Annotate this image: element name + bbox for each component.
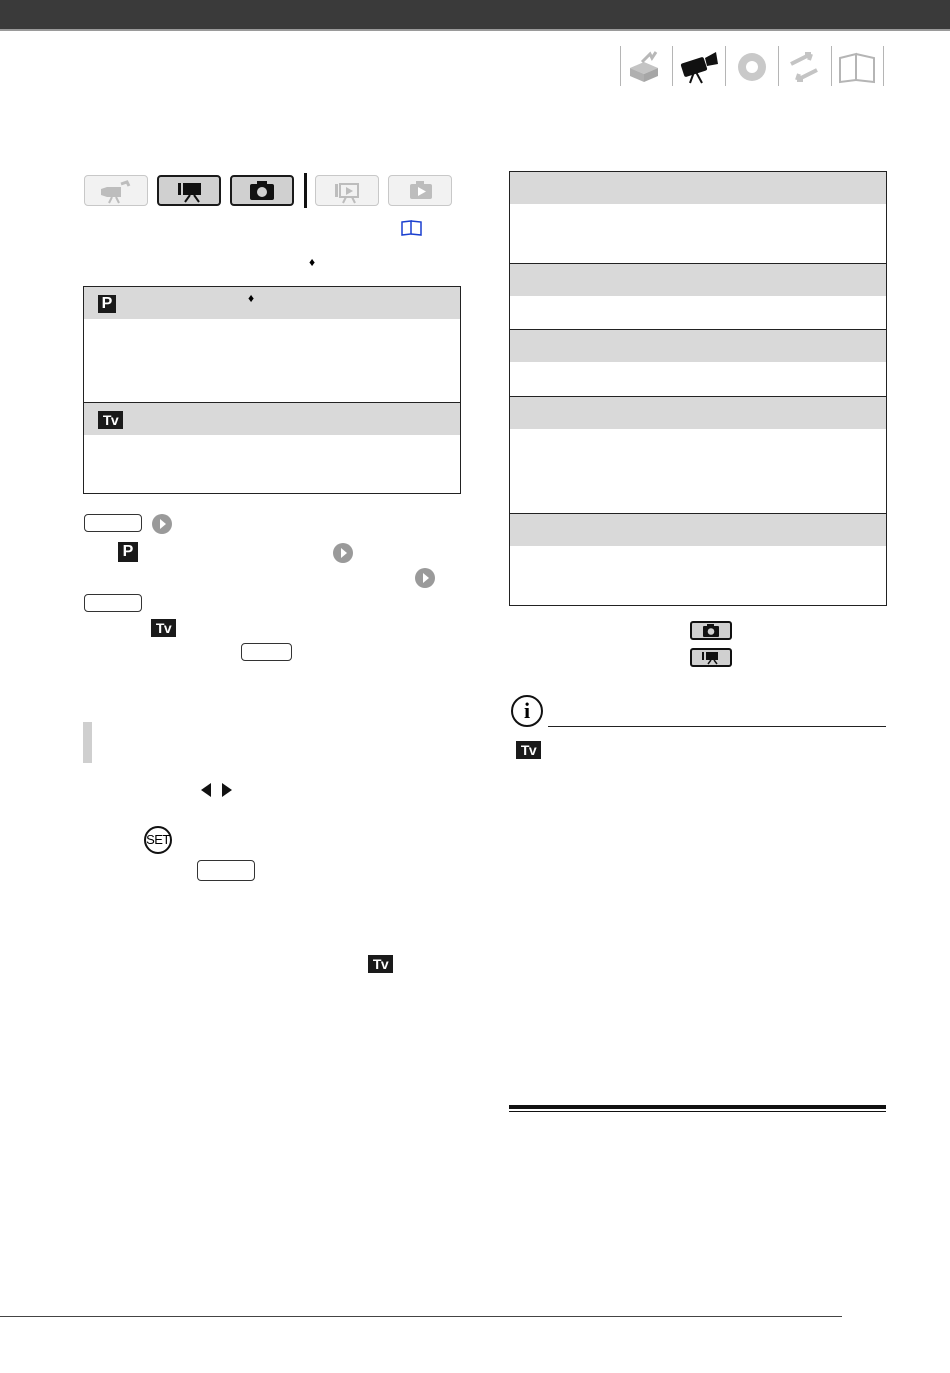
- book-reference-icon[interactable]: [400, 220, 424, 241]
- chapter-divider: [620, 46, 621, 86]
- diamond-marker: ♦: [309, 255, 316, 269]
- chapter-divider: [831, 46, 832, 86]
- table-band: [510, 172, 886, 204]
- table-band: [510, 397, 886, 429]
- next-step-arrow-icon: [415, 568, 435, 588]
- note-rule: [548, 726, 886, 727]
- p-band: [84, 287, 460, 319]
- tv-band: [84, 403, 460, 435]
- table-band: [510, 264, 886, 296]
- joystick-right-icon: [222, 783, 232, 797]
- table-band: [510, 514, 886, 546]
- func-button[interactable]: [84, 514, 142, 532]
- program-ae-box: [83, 286, 461, 494]
- top-bar: [0, 0, 950, 29]
- tv-mode-badge: Tv: [151, 619, 176, 637]
- section-marker-bar: [83, 722, 92, 763]
- section-rule-thick: [509, 1105, 886, 1109]
- section-rule-thin: [509, 1111, 886, 1112]
- info-note-icon: i: [511, 695, 543, 727]
- diamond-marker: ♦: [248, 291, 255, 305]
- p-mode-badge: P: [118, 542, 138, 562]
- chapter-divider: [672, 46, 673, 86]
- footer-rule: [0, 1316, 842, 1317]
- table-band: [510, 330, 886, 362]
- movie-record-mode-icon: [690, 648, 732, 667]
- photo-camera-icon[interactable]: [729, 50, 775, 84]
- shutter-speed-table: [509, 171, 887, 606]
- set-button[interactable]: SET: [144, 826, 172, 854]
- external-connections-icon[interactable]: [781, 50, 827, 84]
- additional-info-book-icon[interactable]: [834, 50, 880, 84]
- top-bar-underline: [0, 29, 950, 31]
- joystick-left-icon: [201, 783, 211, 797]
- photo-record-mode-icon[interactable]: [230, 175, 294, 206]
- tv-mode-badge: Tv: [368, 955, 393, 973]
- mode-divider: [304, 173, 307, 208]
- movie-playback-mode-icon[interactable]: [315, 175, 379, 206]
- dual-shot-mode-icon[interactable]: [84, 175, 148, 206]
- next-step-arrow-icon: [333, 543, 353, 563]
- func-button[interactable]: [241, 643, 292, 661]
- chapter-divider: [883, 46, 884, 86]
- photo-playback-mode-icon[interactable]: [388, 175, 452, 206]
- chapter-divider: [725, 46, 726, 86]
- next-step-arrow-icon: [152, 514, 172, 534]
- tv-mode-badge: Tv: [516, 741, 541, 759]
- chapter-divider: [778, 46, 779, 86]
- photo-record-mode-icon: [690, 621, 732, 640]
- func-button[interactable]: [197, 860, 255, 881]
- preparations-icon[interactable]: [622, 50, 668, 84]
- p-mode-badge: P: [98, 295, 116, 313]
- video-camera-icon[interactable]: [676, 50, 722, 84]
- func-button[interactable]: [84, 594, 142, 612]
- movie-record-mode-icon[interactable]: [157, 175, 221, 206]
- tv-mode-badge: Tv: [98, 411, 123, 429]
